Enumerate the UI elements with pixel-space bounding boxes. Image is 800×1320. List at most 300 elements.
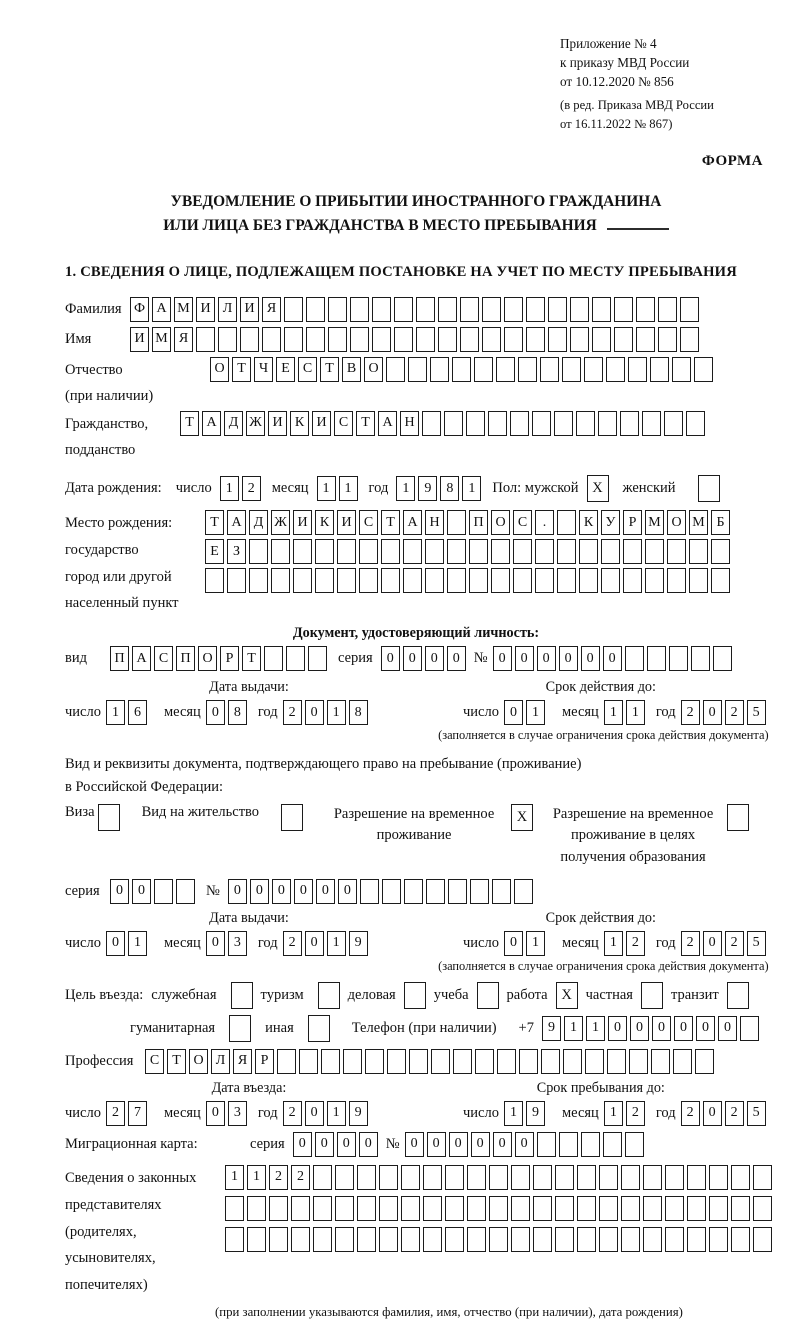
char-cell[interactable] xyxy=(601,568,620,593)
char-cell[interactable] xyxy=(359,568,378,593)
char-cell[interactable]: 0 xyxy=(359,1132,378,1157)
char-cell[interactable] xyxy=(425,568,444,593)
char-cell[interactable]: 0 xyxy=(515,646,534,671)
char-cell[interactable] xyxy=(306,297,325,322)
char-cell[interactable]: 0 xyxy=(504,700,523,725)
char-cell[interactable]: 0 xyxy=(106,931,125,956)
char-cell[interactable] xyxy=(532,411,551,436)
char-cell[interactable] xyxy=(526,297,545,322)
char-cell[interactable] xyxy=(365,1049,384,1074)
char-cell[interactable] xyxy=(513,539,532,564)
char-cell[interactable] xyxy=(504,327,523,352)
char-cell[interactable]: О xyxy=(667,510,686,535)
char-cell[interactable]: 1 xyxy=(462,476,481,501)
char-cell[interactable]: О xyxy=(198,646,217,671)
char-cell[interactable] xyxy=(466,411,485,436)
char-cell[interactable]: С xyxy=(145,1049,164,1074)
char-cell[interactable] xyxy=(409,1049,428,1074)
char-cell[interactable]: 1 xyxy=(526,700,545,725)
char-cell[interactable] xyxy=(381,539,400,564)
char-cell[interactable] xyxy=(511,1196,530,1221)
char-cell[interactable] xyxy=(680,297,699,322)
char-cell[interactable] xyxy=(269,1196,288,1221)
char-cell[interactable] xyxy=(753,1196,772,1221)
char-cell[interactable]: 1 xyxy=(626,700,645,725)
char-cell[interactable] xyxy=(740,1016,759,1041)
char-cell[interactable]: Л xyxy=(218,297,237,322)
char-cell[interactable] xyxy=(299,1049,318,1074)
char-cell[interactable] xyxy=(680,327,699,352)
char-cell[interactable]: М xyxy=(174,297,193,322)
char-cell[interactable] xyxy=(541,1049,560,1074)
char-cell[interactable]: 2 xyxy=(106,1101,125,1126)
char-cell[interactable] xyxy=(533,1196,552,1221)
char-cell[interactable]: О xyxy=(491,510,510,535)
char-cell[interactable]: 0 xyxy=(537,646,556,671)
char-cell[interactable]: 0 xyxy=(427,1132,446,1157)
char-cell[interactable]: А xyxy=(152,297,171,322)
char-cell[interactable]: Б xyxy=(711,510,730,535)
char-cell[interactable] xyxy=(687,1196,706,1221)
char-cell[interactable] xyxy=(277,1049,296,1074)
char-cell[interactable] xyxy=(709,1196,728,1221)
char-cell[interactable]: . xyxy=(535,510,554,535)
char-cell[interactable] xyxy=(511,1227,530,1252)
char-cell[interactable] xyxy=(650,357,669,382)
char-cell[interactable] xyxy=(357,1165,376,1190)
char-cell[interactable]: 0 xyxy=(305,1101,324,1126)
char-cell[interactable]: 1 xyxy=(564,1016,583,1041)
char-cell[interactable] xyxy=(491,539,510,564)
char-cell[interactable] xyxy=(673,1049,692,1074)
char-cell[interactable]: 1 xyxy=(225,1165,244,1190)
char-cell[interactable]: 1 xyxy=(220,476,239,501)
char-cell[interactable] xyxy=(513,568,532,593)
char-cell[interactable] xyxy=(467,1227,486,1252)
char-cell[interactable] xyxy=(381,568,400,593)
char-cell[interactable] xyxy=(709,1227,728,1252)
char-cell[interactable] xyxy=(291,1196,310,1221)
char-cell[interactable]: Н xyxy=(425,510,444,535)
char-cell[interactable]: Р xyxy=(255,1049,274,1074)
char-cell[interactable]: 0 xyxy=(293,1132,312,1157)
char-cell[interactable]: П xyxy=(110,646,129,671)
char-cell[interactable] xyxy=(425,539,444,564)
char-cell[interactable] xyxy=(559,1132,578,1157)
char-cell[interactable] xyxy=(599,1165,618,1190)
char-cell[interactable]: А xyxy=(403,510,422,535)
char-cell[interactable]: 2 xyxy=(626,1101,645,1126)
char-cell[interactable]: 0 xyxy=(132,879,151,904)
char-cell[interactable] xyxy=(240,327,259,352)
char-cell[interactable]: Ф xyxy=(130,297,149,322)
char-cell[interactable] xyxy=(577,1196,596,1221)
char-cell[interactable] xyxy=(313,1196,332,1221)
char-cell[interactable] xyxy=(372,327,391,352)
char-cell[interactable]: З xyxy=(227,539,246,564)
char-cell[interactable] xyxy=(753,1227,772,1252)
char-cell[interactable]: 0 xyxy=(471,1132,490,1157)
char-cell[interactable] xyxy=(669,646,688,671)
char-cell[interactable]: Е xyxy=(205,539,224,564)
char-cell[interactable]: 0 xyxy=(652,1016,671,1041)
char-cell[interactable]: 0 xyxy=(206,700,225,725)
char-cell[interactable]: 8 xyxy=(440,476,459,501)
char-cell[interactable] xyxy=(379,1227,398,1252)
char-cell[interactable] xyxy=(225,1227,244,1252)
char-cell[interactable]: 9 xyxy=(349,931,368,956)
char-cell[interactable]: С xyxy=(154,646,173,671)
char-cell[interactable] xyxy=(386,357,405,382)
char-cell[interactable] xyxy=(293,568,312,593)
char-cell[interactable] xyxy=(651,1049,670,1074)
char-cell[interactable] xyxy=(359,539,378,564)
char-cell[interactable] xyxy=(196,327,215,352)
char-cell[interactable]: 1 xyxy=(327,1101,346,1126)
char-cell[interactable]: 2 xyxy=(725,931,744,956)
char-cell[interactable]: Д xyxy=(224,411,243,436)
char-cell[interactable] xyxy=(570,297,589,322)
char-cell[interactable]: Ж xyxy=(271,510,290,535)
char-cell[interactable]: 0 xyxy=(449,1132,468,1157)
char-cell[interactable]: 7 xyxy=(128,1101,147,1126)
char-cell[interactable] xyxy=(387,1049,406,1074)
char-cell[interactable] xyxy=(496,357,515,382)
char-cell[interactable] xyxy=(469,568,488,593)
char-cell[interactable] xyxy=(247,1227,266,1252)
char-cell[interactable] xyxy=(445,1227,464,1252)
char-cell[interactable] xyxy=(709,1165,728,1190)
char-cell[interactable]: С xyxy=(513,510,532,535)
char-cell[interactable] xyxy=(592,327,611,352)
char-cell[interactable]: 1 xyxy=(604,931,623,956)
char-cell[interactable]: 2 xyxy=(681,931,700,956)
temp-residence-edu-checkbox[interactable] xyxy=(727,804,749,831)
char-cell[interactable] xyxy=(555,1227,574,1252)
char-cell[interactable]: А xyxy=(227,510,246,535)
char-cell[interactable] xyxy=(519,1049,538,1074)
char-cell[interactable] xyxy=(623,539,642,564)
char-cell[interactable]: О xyxy=(210,357,229,382)
char-cell[interactable]: 0 xyxy=(504,931,523,956)
char-cell[interactable]: 1 xyxy=(128,931,147,956)
char-cell[interactable] xyxy=(711,539,730,564)
char-cell[interactable]: 3 xyxy=(228,931,247,956)
char-cell[interactable]: 9 xyxy=(526,1101,545,1126)
char-cell[interactable] xyxy=(372,297,391,322)
char-cell[interactable]: 2 xyxy=(725,1101,744,1126)
char-cell[interactable] xyxy=(350,297,369,322)
purpose-humanitarian-checkbox[interactable] xyxy=(229,1015,251,1042)
char-cell[interactable] xyxy=(645,568,664,593)
char-cell[interactable] xyxy=(321,1049,340,1074)
char-cell[interactable] xyxy=(643,1196,662,1221)
char-cell[interactable] xyxy=(315,539,334,564)
char-cell[interactable] xyxy=(548,327,567,352)
char-cell[interactable] xyxy=(535,539,554,564)
char-cell[interactable]: 1 xyxy=(586,1016,605,1041)
char-cell[interactable]: 0 xyxy=(703,931,722,956)
visa-checkbox[interactable] xyxy=(98,804,120,831)
char-cell[interactable] xyxy=(328,327,347,352)
char-cell[interactable] xyxy=(584,357,603,382)
char-cell[interactable] xyxy=(686,411,705,436)
char-cell[interactable]: Т xyxy=(356,411,375,436)
char-cell[interactable] xyxy=(628,357,647,382)
char-cell[interactable] xyxy=(284,297,303,322)
char-cell[interactable] xyxy=(448,879,467,904)
char-cell[interactable] xyxy=(623,568,642,593)
purpose-study-checkbox[interactable] xyxy=(477,982,499,1009)
char-cell[interactable] xyxy=(687,1227,706,1252)
char-cell[interactable]: 1 xyxy=(604,700,623,725)
char-cell[interactable]: 0 xyxy=(493,646,512,671)
char-cell[interactable]: 6 xyxy=(128,700,147,725)
char-cell[interactable]: Т xyxy=(320,357,339,382)
char-cell[interactable] xyxy=(431,1049,450,1074)
char-cell[interactable]: Я xyxy=(262,297,281,322)
char-cell[interactable]: 1 xyxy=(327,931,346,956)
char-cell[interactable] xyxy=(625,1132,644,1157)
char-cell[interactable]: 0 xyxy=(515,1132,534,1157)
char-cell[interactable]: Ч xyxy=(254,357,273,382)
char-cell[interactable] xyxy=(474,357,493,382)
char-cell[interactable]: Д xyxy=(249,510,268,535)
char-cell[interactable]: У xyxy=(601,510,620,535)
char-cell[interactable] xyxy=(482,327,501,352)
char-cell[interactable] xyxy=(350,327,369,352)
char-cell[interactable] xyxy=(460,327,479,352)
char-cell[interactable] xyxy=(606,357,625,382)
purpose-business-checkbox[interactable] xyxy=(404,982,426,1009)
char-cell[interactable] xyxy=(592,297,611,322)
char-cell[interactable] xyxy=(598,411,617,436)
char-cell[interactable] xyxy=(642,411,661,436)
char-cell[interactable]: И xyxy=(196,297,215,322)
char-cell[interactable] xyxy=(337,568,356,593)
char-cell[interactable]: И xyxy=(337,510,356,535)
char-cell[interactable]: Н xyxy=(400,411,419,436)
char-cell[interactable]: 0 xyxy=(581,646,600,671)
char-cell[interactable] xyxy=(579,539,598,564)
char-cell[interactable]: 5 xyxy=(747,700,766,725)
char-cell[interactable]: Ж xyxy=(246,411,265,436)
char-cell[interactable]: 5 xyxy=(747,931,766,956)
char-cell[interactable] xyxy=(621,1196,640,1221)
char-cell[interactable] xyxy=(247,1196,266,1221)
char-cell[interactable]: 0 xyxy=(294,879,313,904)
char-cell[interactable]: 2 xyxy=(283,931,302,956)
char-cell[interactable] xyxy=(488,411,507,436)
char-cell[interactable]: 8 xyxy=(228,700,247,725)
char-cell[interactable] xyxy=(535,568,554,593)
char-cell[interactable]: Л xyxy=(211,1049,230,1074)
char-cell[interactable] xyxy=(579,568,598,593)
char-cell[interactable]: 0 xyxy=(272,879,291,904)
char-cell[interactable] xyxy=(731,1227,750,1252)
char-cell[interactable] xyxy=(460,297,479,322)
char-cell[interactable] xyxy=(430,357,449,382)
char-cell[interactable] xyxy=(614,297,633,322)
char-cell[interactable] xyxy=(176,879,195,904)
char-cell[interactable]: И xyxy=(130,327,149,352)
char-cell[interactable]: Р xyxy=(623,510,642,535)
char-cell[interactable] xyxy=(416,327,435,352)
char-cell[interactable]: М xyxy=(689,510,708,535)
char-cell[interactable] xyxy=(570,327,589,352)
char-cell[interactable] xyxy=(731,1196,750,1221)
char-cell[interactable]: 0 xyxy=(405,1132,424,1157)
char-cell[interactable] xyxy=(335,1196,354,1221)
char-cell[interactable] xyxy=(658,297,677,322)
char-cell[interactable] xyxy=(379,1196,398,1221)
char-cell[interactable] xyxy=(504,297,523,322)
char-cell[interactable]: Т xyxy=(381,510,400,535)
char-cell[interactable] xyxy=(489,1196,508,1221)
char-cell[interactable]: О xyxy=(364,357,383,382)
char-cell[interactable]: П xyxy=(176,646,195,671)
char-cell[interactable] xyxy=(540,357,559,382)
char-cell[interactable] xyxy=(555,1196,574,1221)
char-cell[interactable]: К xyxy=(315,510,334,535)
char-cell[interactable] xyxy=(271,568,290,593)
char-cell[interactable]: 0 xyxy=(110,879,129,904)
char-cell[interactable] xyxy=(607,1049,626,1074)
char-cell[interactable]: 0 xyxy=(206,931,225,956)
char-cell[interactable] xyxy=(394,327,413,352)
char-cell[interactable] xyxy=(713,646,732,671)
char-cell[interactable] xyxy=(482,297,501,322)
char-cell[interactable] xyxy=(313,1165,332,1190)
char-cell[interactable] xyxy=(658,327,677,352)
char-cell[interactable] xyxy=(731,1165,750,1190)
char-cell[interactable]: А xyxy=(202,411,221,436)
char-cell[interactable]: 2 xyxy=(681,1101,700,1126)
char-cell[interactable]: С xyxy=(359,510,378,535)
char-cell[interactable] xyxy=(621,1227,640,1252)
char-cell[interactable] xyxy=(306,327,325,352)
char-cell[interactable]: 1 xyxy=(106,700,125,725)
char-cell[interactable] xyxy=(335,1227,354,1252)
char-cell[interactable]: 0 xyxy=(228,879,247,904)
char-cell[interactable] xyxy=(357,1196,376,1221)
char-cell[interactable]: 0 xyxy=(674,1016,693,1041)
char-cell[interactable]: 1 xyxy=(327,700,346,725)
char-cell[interactable] xyxy=(225,1196,244,1221)
char-cell[interactable]: 9 xyxy=(418,476,437,501)
char-cell[interactable]: 0 xyxy=(337,1132,356,1157)
char-cell[interactable]: 0 xyxy=(381,646,400,671)
char-cell[interactable]: 0 xyxy=(447,646,466,671)
purpose-work-checkbox[interactable]: X xyxy=(556,982,578,1009)
purpose-official-checkbox[interactable] xyxy=(231,982,253,1009)
char-cell[interactable] xyxy=(423,1196,442,1221)
char-cell[interactable] xyxy=(643,1165,662,1190)
char-cell[interactable] xyxy=(269,1227,288,1252)
char-cell[interactable] xyxy=(394,297,413,322)
char-cell[interactable] xyxy=(557,568,576,593)
char-cell[interactable]: Т xyxy=(242,646,261,671)
char-cell[interactable] xyxy=(625,646,644,671)
char-cell[interactable] xyxy=(360,879,379,904)
char-cell[interactable] xyxy=(382,879,401,904)
char-cell[interactable]: Т xyxy=(232,357,251,382)
char-cell[interactable]: П xyxy=(469,510,488,535)
char-cell[interactable] xyxy=(423,1227,442,1252)
char-cell[interactable]: А xyxy=(378,411,397,436)
purpose-tourism-checkbox[interactable] xyxy=(318,982,340,1009)
char-cell[interactable] xyxy=(620,411,639,436)
char-cell[interactable] xyxy=(533,1165,552,1190)
char-cell[interactable] xyxy=(672,357,691,382)
char-cell[interactable] xyxy=(636,327,655,352)
char-cell[interactable] xyxy=(518,357,537,382)
char-cell[interactable]: 1 xyxy=(339,476,358,501)
char-cell[interactable]: 0 xyxy=(703,700,722,725)
char-cell[interactable] xyxy=(514,879,533,904)
char-cell[interactable] xyxy=(629,1049,648,1074)
char-cell[interactable] xyxy=(614,327,633,352)
char-cell[interactable] xyxy=(548,297,567,322)
char-cell[interactable]: 1 xyxy=(396,476,415,501)
char-cell[interactable]: 2 xyxy=(291,1165,310,1190)
char-cell[interactable]: В xyxy=(342,357,361,382)
char-cell[interactable] xyxy=(557,510,576,535)
char-cell[interactable]: С xyxy=(298,357,317,382)
char-cell[interactable] xyxy=(601,539,620,564)
char-cell[interactable] xyxy=(262,327,281,352)
char-cell[interactable] xyxy=(404,879,423,904)
char-cell[interactable] xyxy=(227,568,246,593)
char-cell[interactable] xyxy=(308,646,327,671)
char-cell[interactable] xyxy=(576,411,595,436)
char-cell[interactable]: М xyxy=(152,327,171,352)
char-cell[interactable] xyxy=(665,1227,684,1252)
char-cell[interactable] xyxy=(557,539,576,564)
char-cell[interactable] xyxy=(249,539,268,564)
char-cell[interactable]: 0 xyxy=(559,646,578,671)
char-cell[interactable] xyxy=(687,1165,706,1190)
char-cell[interactable]: М xyxy=(645,510,664,535)
char-cell[interactable] xyxy=(422,411,441,436)
char-cell[interactable]: И xyxy=(293,510,312,535)
char-cell[interactable] xyxy=(291,1227,310,1252)
char-cell[interactable]: 2 xyxy=(242,476,261,501)
char-cell[interactable] xyxy=(401,1165,420,1190)
char-cell[interactable] xyxy=(585,1049,604,1074)
char-cell[interactable] xyxy=(218,327,237,352)
char-cell[interactable] xyxy=(401,1227,420,1252)
char-cell[interactable]: 2 xyxy=(681,700,700,725)
char-cell[interactable]: Т xyxy=(205,510,224,535)
char-cell[interactable] xyxy=(563,1049,582,1074)
char-cell[interactable]: К xyxy=(290,411,309,436)
char-cell[interactable] xyxy=(497,1049,516,1074)
char-cell[interactable]: И xyxy=(240,297,259,322)
sex-female-checkbox[interactable] xyxy=(698,475,720,502)
char-cell[interactable] xyxy=(603,1132,622,1157)
char-cell[interactable] xyxy=(577,1165,596,1190)
char-cell[interactable] xyxy=(554,411,573,436)
char-cell[interactable]: 0 xyxy=(315,1132,334,1157)
char-cell[interactable]: С xyxy=(334,411,353,436)
char-cell[interactable] xyxy=(489,1227,508,1252)
temp-residence-checkbox[interactable]: X xyxy=(511,804,533,831)
char-cell[interactable]: Т xyxy=(167,1049,186,1074)
char-cell[interactable]: И xyxy=(268,411,287,436)
char-cell[interactable] xyxy=(452,357,471,382)
char-cell[interactable] xyxy=(423,1165,442,1190)
